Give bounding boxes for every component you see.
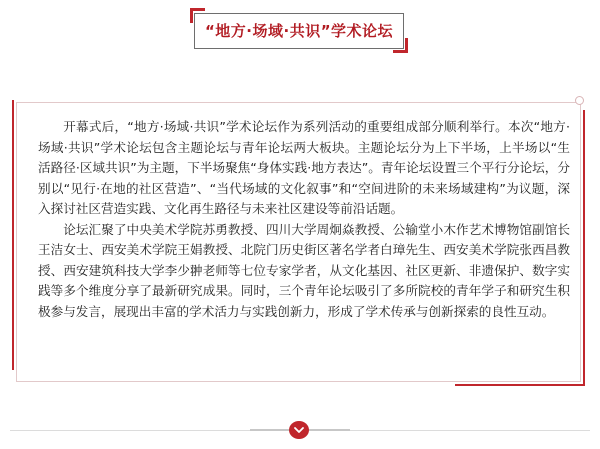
article-paragraph-1: 开幕式后，“地方·场域·共识”学术论坛作为系列活动的重要组成部分顺利举行。本次“地方·场域·共识”学术论坛包含主题论坛与青年论坛两大板块。主题论坛分为上下半场，上半场以“生活路径·区域共识”为主题，下半场聚焦“身体实践·地方表达”。青年论坛设置三个平行分论坛，分别以“见行·在地的社区营造”、“当代场域的文化叙事”和“空间进阶的未来场域建构”为议题，深入探讨社区营造实践、文化再生路径与未来社区建设等前沿话题。	[38, 119, 570, 216]
frame-accent-left	[12, 100, 14, 370]
frame-accent-dot	[575, 96, 584, 105]
chevron-down-icon	[294, 427, 304, 434]
scroll-down-button[interactable]	[289, 421, 309, 439]
page-title: “地方·场域·共识”学术论坛	[204, 22, 394, 40]
frame-accent-right	[583, 110, 585, 386]
article-paragraph-2: 论坛汇聚了中央美术学院苏勇教授、四川大学周炯焱教授、公输堂小木作艺术博物馆副馆长王洁女士、西安美术学院王娟教授、北院门历史街区著名学者白璋先生、西安美术学院张西昌教授、西安建筑科技大学李少翀老师等七位专家学者，从文化基因、社区更新、非遗保护、数字实践等多个维度分享了最新研究成果。同时，三个青年论坛吸引了多所院校的青年学子和研究生积极参与发言，展现出丰富的学术活力与实践创新力，形成了学术传承与创新探索的良性互动。	[38, 221, 570, 319]
section-title	[190, 8, 412, 56]
article-body	[38, 117, 570, 322]
frame-accent-bottom	[455, 384, 585, 386]
